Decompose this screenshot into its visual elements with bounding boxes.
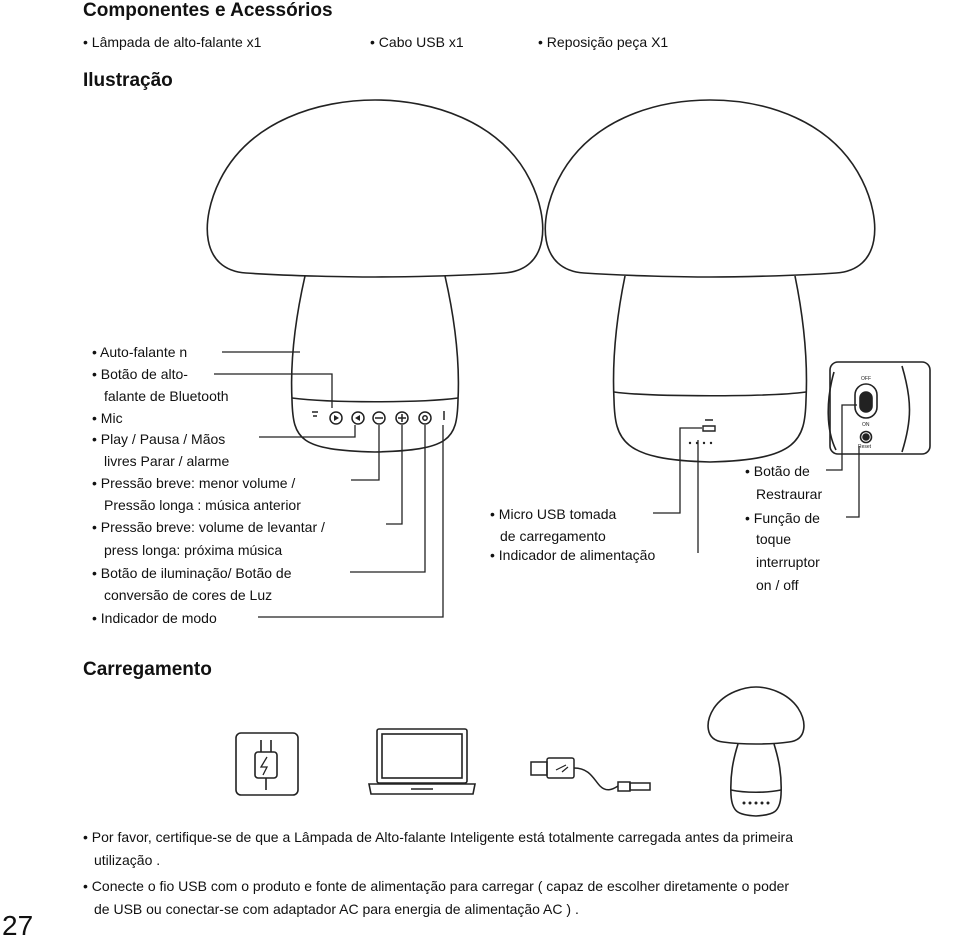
label-mode-indicator: • Indicador de modo	[92, 610, 217, 626]
label-reset-button: • Botão de	[745, 463, 810, 479]
front-lamp-body	[292, 276, 459, 452]
page-number: 27	[2, 910, 34, 941]
front-lamp-cap	[207, 100, 542, 277]
label-volume-down: • Pressão breve: menor volume /	[92, 475, 296, 491]
accessory-item: • Cabo USB x1	[370, 34, 464, 50]
accessory-item: • Lâmpada de alto-falante x1	[83, 34, 262, 50]
label-touch-function: • Função de	[745, 510, 820, 526]
label-light-button-cont: conversão de cores de Luz	[104, 587, 273, 603]
label-micro-usb-cont: de carregamento	[500, 528, 606, 544]
small-lamp-body	[731, 744, 781, 816]
instruction-bullet: • Conecte o fio USB com o produto e fonte de alimentação para carregar ( capaz de escolher diretamente o poder	[83, 878, 790, 894]
label-micro-usb: • Micro USB tomada	[490, 506, 617, 522]
switch-panel	[830, 362, 930, 454]
label-volume-up-cont: press longa: próxima música	[104, 542, 283, 558]
label-power-indicator: • Indicador de alimentação	[490, 547, 656, 563]
instruction-bullet-cont: utilização .	[94, 852, 161, 868]
small-lamp-cap	[708, 687, 804, 744]
label-bluetooth-button: • Botão de alto-	[92, 366, 188, 382]
switch-on-mark: ON	[862, 422, 870, 428]
label-mic: • Mic	[92, 410, 123, 426]
label-play-pause: • Play / Pausa / Mãos	[92, 431, 226, 447]
light-button-icon	[419, 412, 431, 424]
label-speaker: • Auto-falante n	[92, 344, 188, 360]
components-heading: Componentes e Acessórios	[83, 0, 333, 21]
power-adapter-icon	[236, 733, 298, 795]
switch-reset-mark: Reset	[858, 444, 872, 450]
instruction-bullet-cont: de USB ou conectar-se com adaptador AC para energia de alimentação AC ) .	[94, 901, 579, 917]
label-reset-button-cont: Restraurar	[756, 486, 823, 502]
instruction-bullet: • Por favor, certifique-se de que a Lâmpada de Alto-falante Inteligente está totalmente carregada antes da primeira	[83, 829, 794, 845]
label-touch-function-cont2: interruptor	[756, 554, 820, 570]
label-play-pause-cont: livres Parar / alarme	[104, 453, 230, 469]
back-lamp-cap	[545, 100, 874, 277]
switch-off-mark: OFF	[861, 376, 871, 382]
label-touch-function-cont1: toque	[756, 531, 792, 547]
usb-cable-icon	[531, 762, 547, 775]
label-volume-down-cont: Pressão longa : música anterior	[104, 497, 301, 513]
back-lamp-body	[613, 276, 806, 462]
illustration-heading: Ilustração	[83, 70, 173, 91]
charging-heading: Carregamento	[83, 659, 212, 680]
label-touch-function-cont3: on / off	[756, 577, 799, 593]
accessory-item: • Reposição peça X1	[538, 34, 669, 50]
laptop-icon	[377, 729, 467, 783]
label-volume-up: • Pressão breve: volume de levantar /	[92, 519, 325, 535]
label-light-button: • Botão de iluminação/ Botão de	[92, 565, 292, 581]
label-bluetooth-button-cont: falante de Bluetooth	[104, 388, 229, 404]
